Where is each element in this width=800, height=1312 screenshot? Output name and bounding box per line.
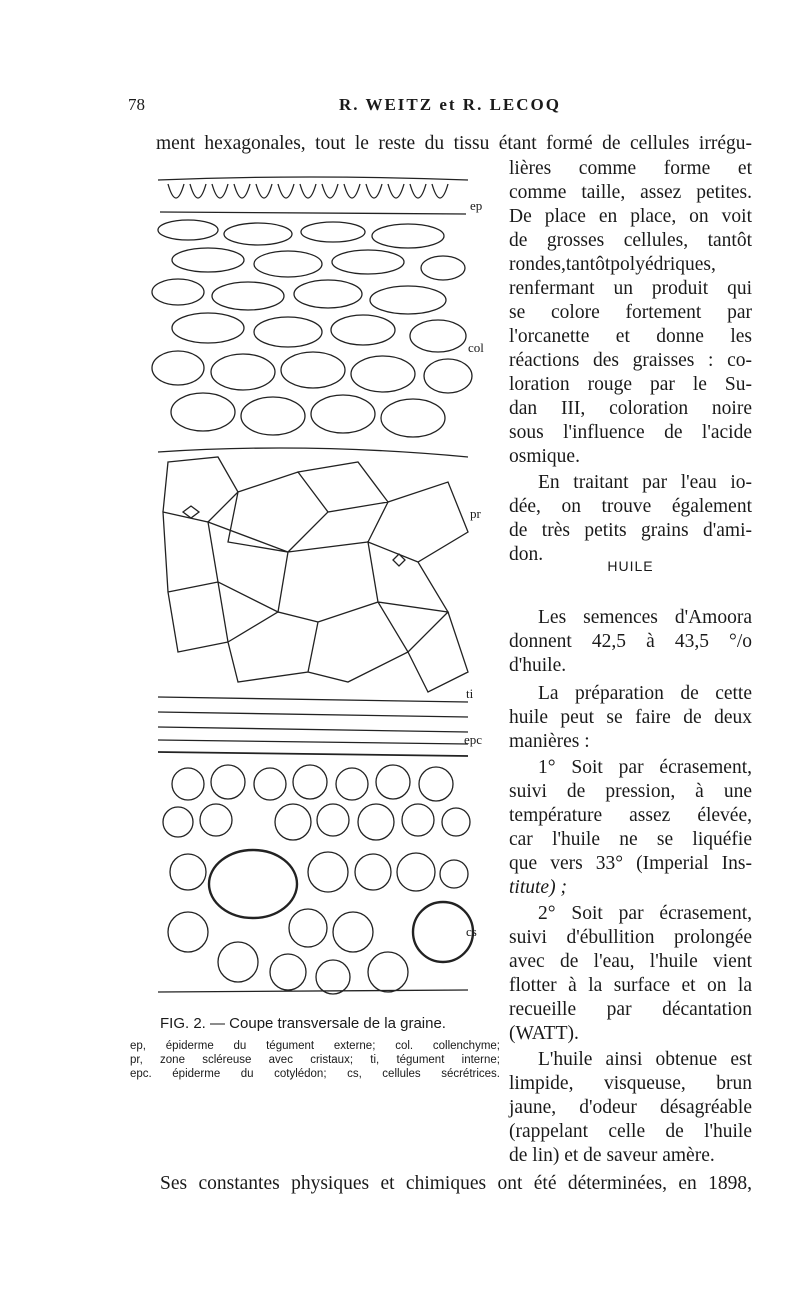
column-line: loration rouge par le Su-: [509, 374, 752, 395]
figure-label-col: col: [468, 340, 484, 355]
figure-label-cs: cs: [466, 924, 477, 939]
column-line: En traitant par l'eau io-: [538, 472, 752, 493]
column-line: se colore fortement par: [509, 302, 752, 323]
column-line: dée, on trouve également: [509, 496, 752, 517]
column-line: flotter à la surface et on la: [509, 975, 752, 996]
column-line: (WATT).: [509, 1023, 579, 1044]
figure-caption-line: pr, zone scléreuse avec cristaux; ti, tégument interne;: [130, 1054, 500, 1066]
column-line: réactions des graisses : co-: [509, 350, 752, 371]
intro-line: ment hexagonales, tout le reste du tissu étant formé de cellules irrégu-: [156, 133, 752, 154]
figure-label-epc: epc: [464, 732, 483, 747]
column-line: 2° Soit par écrasement,: [538, 903, 752, 924]
column-line: (rappelant celle de l'huile: [509, 1121, 752, 1142]
column-line: de très petits grains d'ami-: [509, 520, 752, 541]
section-heading: HUILE: [607, 558, 654, 574]
column-line: suivi d'ébullition prolongée: [509, 927, 752, 948]
column-line: L'huile ainsi obtenue est: [538, 1049, 752, 1070]
column-line: l'orcanette et donne les: [509, 326, 752, 347]
closing-line: Ses constantes physiques et chimiques ont été déterminées, en 1898,: [160, 1173, 752, 1194]
running-head: R. WEITZ et R. LECOQ: [339, 95, 561, 114]
column-line: rondes,tantôtpolyédriques,: [509, 254, 716, 275]
column-line: avec de l'eau, l'huile vient: [509, 951, 752, 972]
figure-label-ti: ti: [466, 686, 474, 701]
column-line: limpide, visqueuse, brun: [509, 1073, 752, 1094]
column-line: car l'huile ne se liquéfie: [509, 829, 752, 850]
column-line: renfermant un produit qui: [509, 278, 752, 299]
column-line: température assez élevée,: [509, 805, 752, 826]
column-line: dan III, coloration noire: [509, 398, 752, 419]
column-line: de lin) et de saveur amère.: [509, 1145, 715, 1166]
column-line: manières :: [509, 731, 590, 752]
column-line: recueille par décantation: [509, 999, 752, 1020]
column-line: que vers 33° (Imperial Ins-: [509, 853, 752, 874]
column-line: Les semences d'Amoora: [538, 607, 752, 628]
column-line: osmique.: [509, 446, 580, 467]
column-line: donnent 42,5 à 43,5 °/o: [509, 631, 752, 652]
column-line: titute) ;: [509, 877, 567, 898]
column-line: De place en place, on voit: [509, 206, 752, 227]
cross-section-drawing: [148, 172, 488, 1002]
column-line: lières comme forme et: [509, 158, 752, 179]
page-number: 78: [128, 95, 145, 114]
column-line: sous l'influence de l'acide: [509, 422, 752, 443]
column-line: 1° Soit par écrasement,: [538, 757, 752, 778]
figure-label-pr: pr: [470, 506, 481, 521]
column-line: huile peut se faire de deux: [509, 707, 752, 728]
figure-caption-line: ep, épiderme du tégument externe; col. collenchyme;: [130, 1040, 500, 1052]
figure-label-ep: ep: [470, 198, 483, 213]
figure-caption-line: epc. épiderme du cotylédon; cs, cellules sécrétrices.: [130, 1068, 500, 1080]
column-line: suivi de pression, à une: [509, 781, 752, 802]
column-line: de grosses cellules, tantôt: [509, 230, 752, 251]
column-line: d'huile.: [509, 655, 567, 676]
column-line: comme taille, assez petites.: [509, 182, 752, 203]
column-line: La préparation de cette: [538, 683, 752, 704]
seed-cross-section-figure: [148, 172, 488, 1002]
figure-caption-title: FIG. 2. — Coupe transversale de la graine.: [160, 1015, 446, 1032]
column-line: don.: [509, 544, 544, 565]
column-line: jaune, d'odeur désagréable: [509, 1097, 752, 1118]
